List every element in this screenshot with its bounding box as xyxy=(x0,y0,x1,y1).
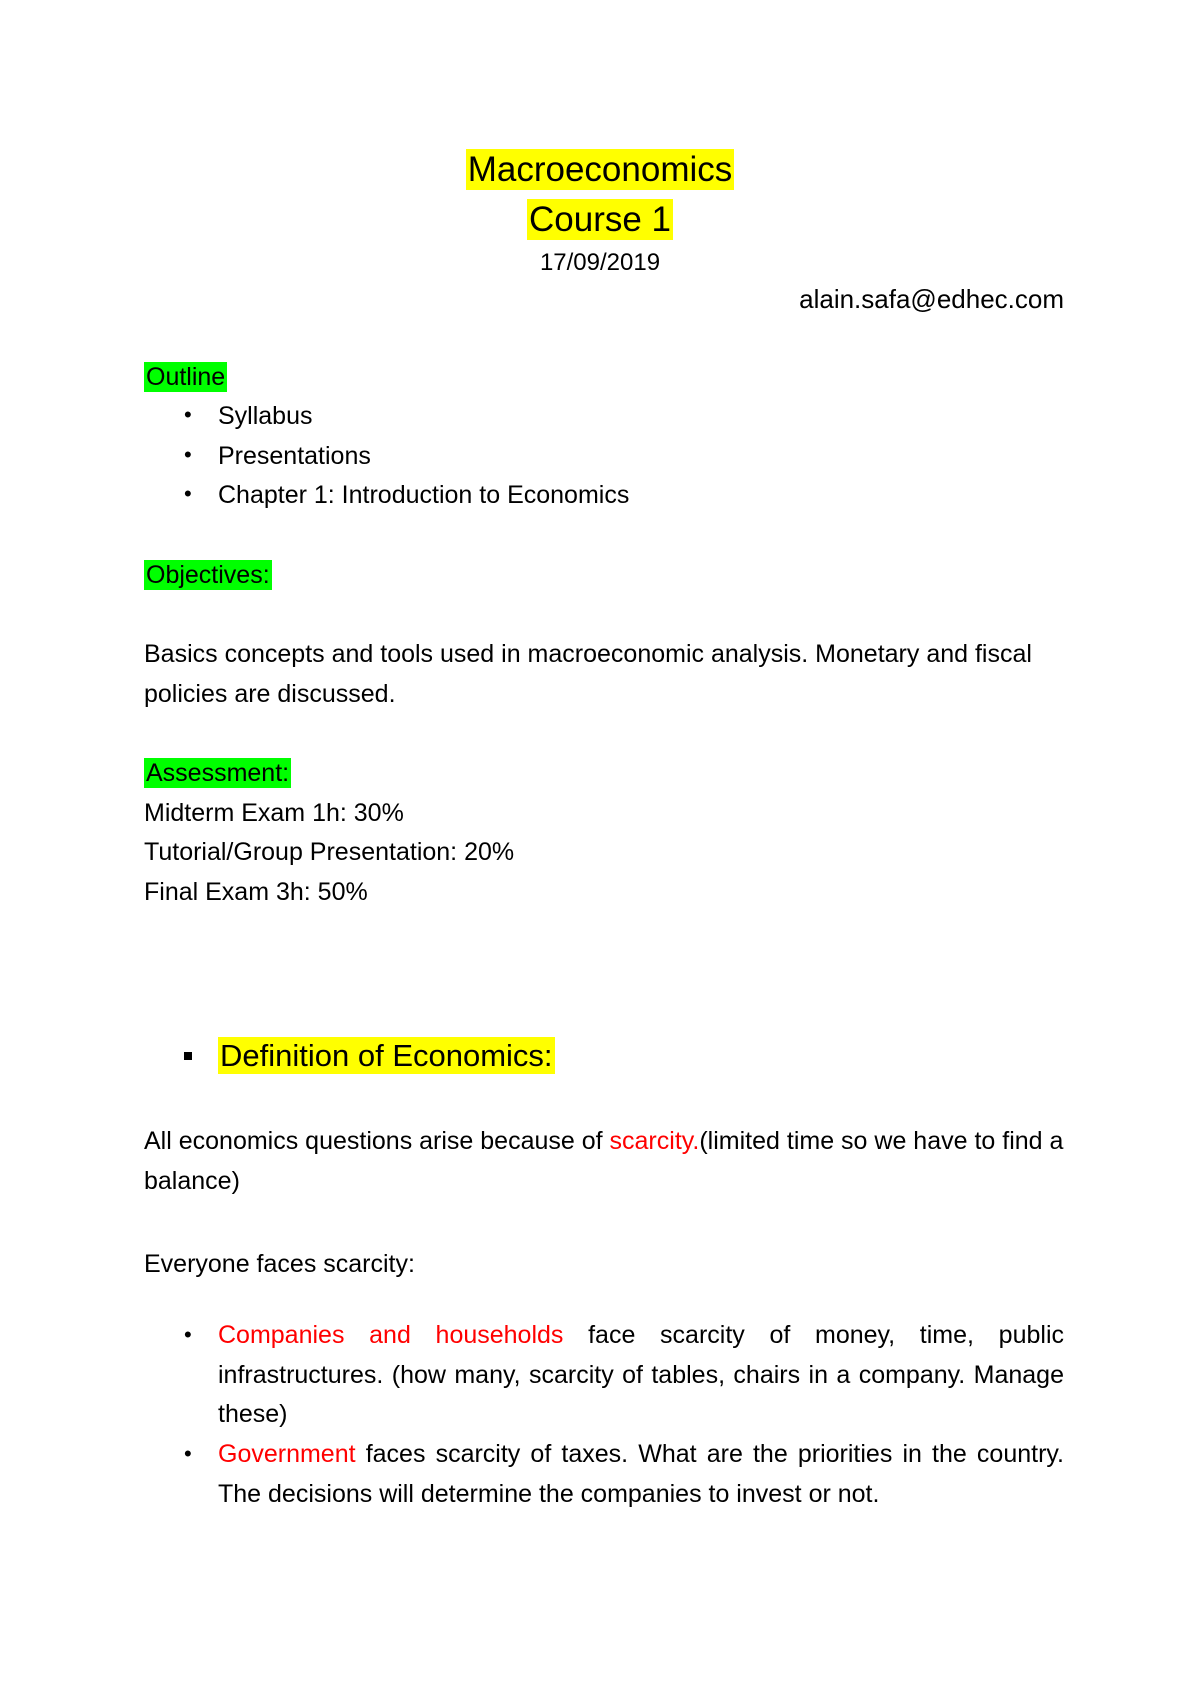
definition-heading-line xyxy=(218,1040,555,1071)
scarcity-term: scarcity. xyxy=(609,1127,700,1155)
paragraph-text: All economics questions arise because of xyxy=(144,1127,610,1155)
title-line xyxy=(0,152,1200,187)
bullet-text: face scarcity of money, time, public infrastructures. (how many, scarcity of tables, chairs in a company. Manage these) xyxy=(218,1321,1064,1428)
page-title: Macroeconomics xyxy=(467,150,733,189)
assessment-heading: Assessment: xyxy=(146,759,290,787)
paragraph-text: (limited time so we have to find a balance) xyxy=(144,1127,1064,1195)
outline-item: Syllabus xyxy=(218,402,313,430)
bullet-icon: • xyxy=(184,1441,192,1466)
actor-term: Companies and households xyxy=(218,1321,564,1349)
objectives-heading: Objectives: xyxy=(146,561,270,589)
bullet-icon: • xyxy=(184,402,192,427)
bullet-icon: • xyxy=(184,1322,192,1347)
assessment-item: Final Exam 3h: 50% xyxy=(144,878,368,906)
bullet-icon: • xyxy=(184,442,192,467)
subtitle-line xyxy=(0,202,1200,237)
definition-heading: Definition of Economics: xyxy=(220,1038,553,1073)
scarcity-bullet xyxy=(218,1435,1064,1514)
bullet-icon: • xyxy=(184,481,192,506)
assessment-item: Midterm Exam 1h: 30% xyxy=(144,799,404,827)
date: 17/09/2019 xyxy=(539,249,661,276)
bullet-text: faces scarcity of taxes. What are the priorities in the country. The decisions will determine the companies to invest or not. xyxy=(218,1440,1064,1508)
scarcity-intro: Everyone faces scarcity: xyxy=(144,1250,415,1278)
assessment-item: Tutorial/Group Presentation: 20% xyxy=(144,838,515,866)
assessment-heading-line xyxy=(144,761,291,786)
outline-heading-line xyxy=(144,365,227,390)
outline-heading: Outline xyxy=(146,363,226,391)
objectives-heading-line xyxy=(144,563,272,588)
page-subtitle: Course 1 xyxy=(528,200,672,239)
definition-paragraph xyxy=(144,1121,1064,1201)
outline-item: Presentations xyxy=(218,442,371,470)
outline-item: Chapter 1: Introduction to Economics xyxy=(218,481,630,509)
actor-term: Government xyxy=(218,1440,356,1468)
square-bullet-icon xyxy=(184,1052,192,1060)
email: alain.safa@edhec.com xyxy=(799,284,1064,314)
scarcity-bullet xyxy=(218,1316,1064,1435)
objectives-text: Basics concepts and tools used in macroeconomic analysis. Monetary and fiscal policies are discussed. xyxy=(144,640,1032,708)
